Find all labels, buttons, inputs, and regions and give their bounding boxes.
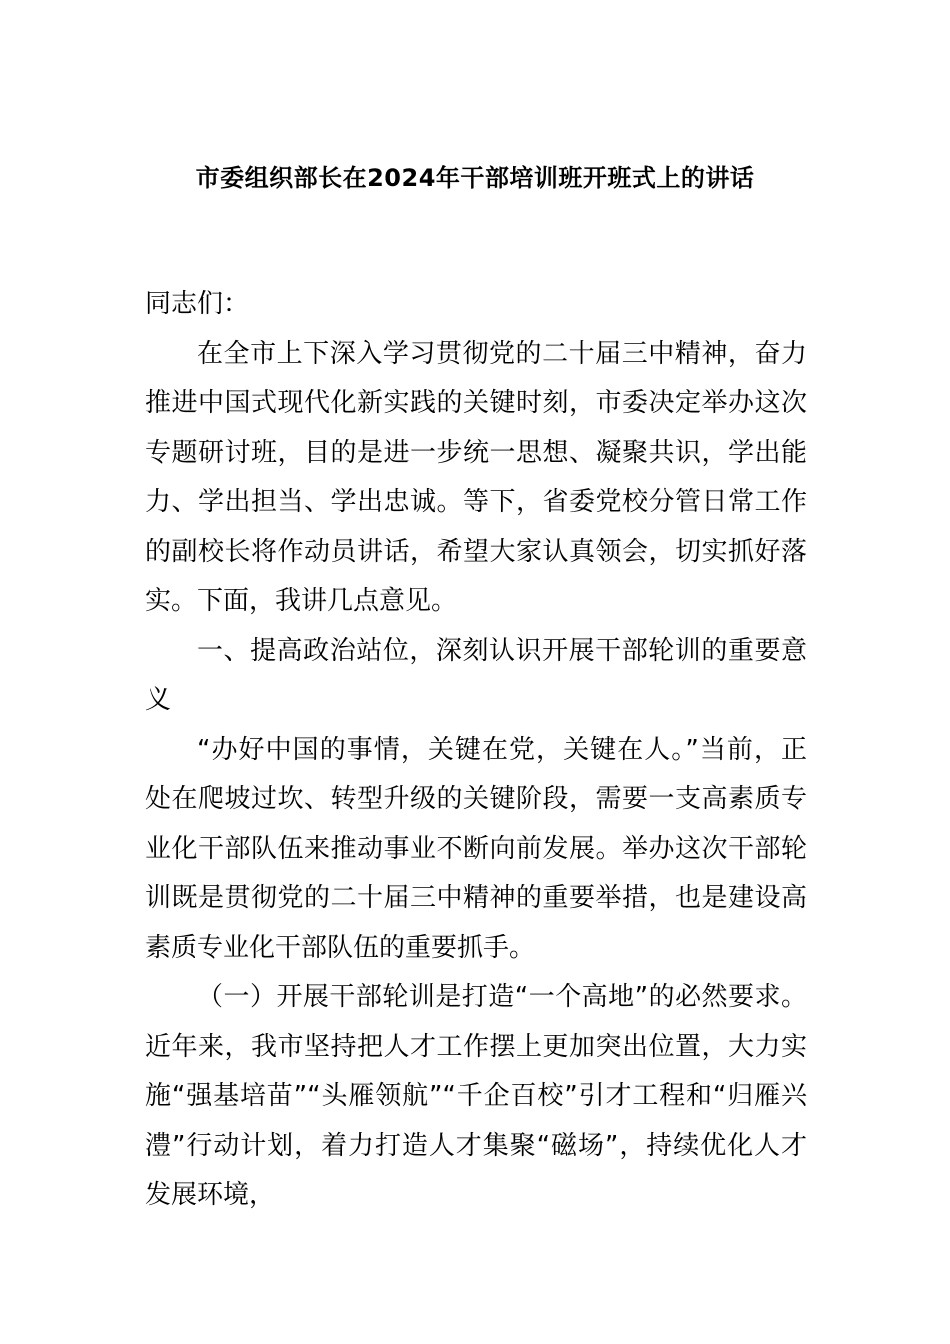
document-title: 市委组织部长在2024年干部培训班开班式上的讲话 bbox=[195, 164, 755, 192]
paragraph-quote: “办好中国的事情，关键在党，关键在人。”当前，正处在爬坡过坎、转型升级的关键阶段，需要一支高素质专业化干部队伍来推动事业不断向前发展。举办这次干部轮训既是贯彻党的二十届三中精神的重要举措，也是建设高素质专业化干部队伍的重要抓手。 bbox=[145, 734, 807, 963]
paragraph-intro: 在全市上下深入学习贯彻党的二十届三中精神，奋力推进中国式现代化新实践的关键时刻，市委决定举办这次专题研讨班，目的是进一步统一思想、凝聚共识，学出能力、学出担当、学出忠诚。等下，省委党校分管日常工作的副校长将作动员讲话，希望大家认真领会，切实抓好落实。下面，我讲几点意见。 bbox=[145, 338, 807, 616]
section-heading-1: 一、提高政治站位，深刻认识开展干部轮训的重要意义 bbox=[145, 635, 807, 715]
subsection-paragraph-1: （一）开展干部轮训是打造“一个高地”的必然要求。近年来，我市坚持把人才工作摆上更加突出位置，大力实施“强基培苗”“头雁领航”“千企百校”引才工程和“归雁兴澧”行动计划，着力打造人才集聚“磁场”，持续优化人才发展环境， bbox=[145, 982, 807, 1210]
salutation: 同志们： bbox=[145, 289, 250, 319]
document-body bbox=[145, 280, 807, 1221]
